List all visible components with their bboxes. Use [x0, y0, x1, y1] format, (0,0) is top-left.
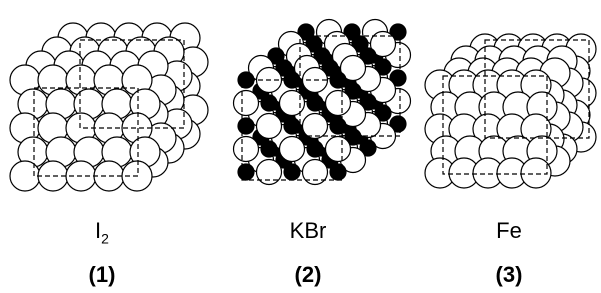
- bromide-ion: [257, 114, 282, 139]
- panel-number-3: (3): [495, 262, 523, 287]
- bromide-ion: [326, 137, 351, 162]
- kbr-lattice-drawing: [234, 20, 411, 185]
- bromide-ion: [234, 137, 259, 162]
- potassium-ion: [330, 164, 346, 180]
- panel-number-2: (2): [294, 262, 322, 287]
- potassium-ion: [238, 118, 254, 134]
- bromide-ion: [257, 160, 282, 185]
- iodine-lattice-drawing: [10, 23, 208, 191]
- bromide-ion: [234, 91, 259, 116]
- bromide-ion: [326, 91, 351, 116]
- bromide-ion: [303, 114, 328, 139]
- bromide-ion: [280, 91, 305, 116]
- formula-label-1: $I_2$: [95, 218, 109, 247]
- potassium-ion: [284, 164, 300, 180]
- potassium-ion: [261, 95, 277, 111]
- iron-lattice-drawing: [425, 34, 596, 188]
- panel-number-1: (1): [88, 262, 116, 287]
- iodine-atom: [10, 161, 40, 191]
- potassium-ion: [261, 141, 277, 157]
- formula-label-2: KBr: [289, 218, 327, 243]
- bromide-ion: [303, 160, 328, 185]
- potassium-ion: [238, 164, 254, 180]
- potassium-ion: [307, 95, 323, 111]
- potassium-ion: [307, 141, 323, 157]
- potassium-ion: [284, 118, 300, 134]
- bromide-ion: [280, 137, 305, 162]
- formula-label-3: Fe: [496, 218, 522, 243]
- potassium-ion: [330, 118, 346, 134]
